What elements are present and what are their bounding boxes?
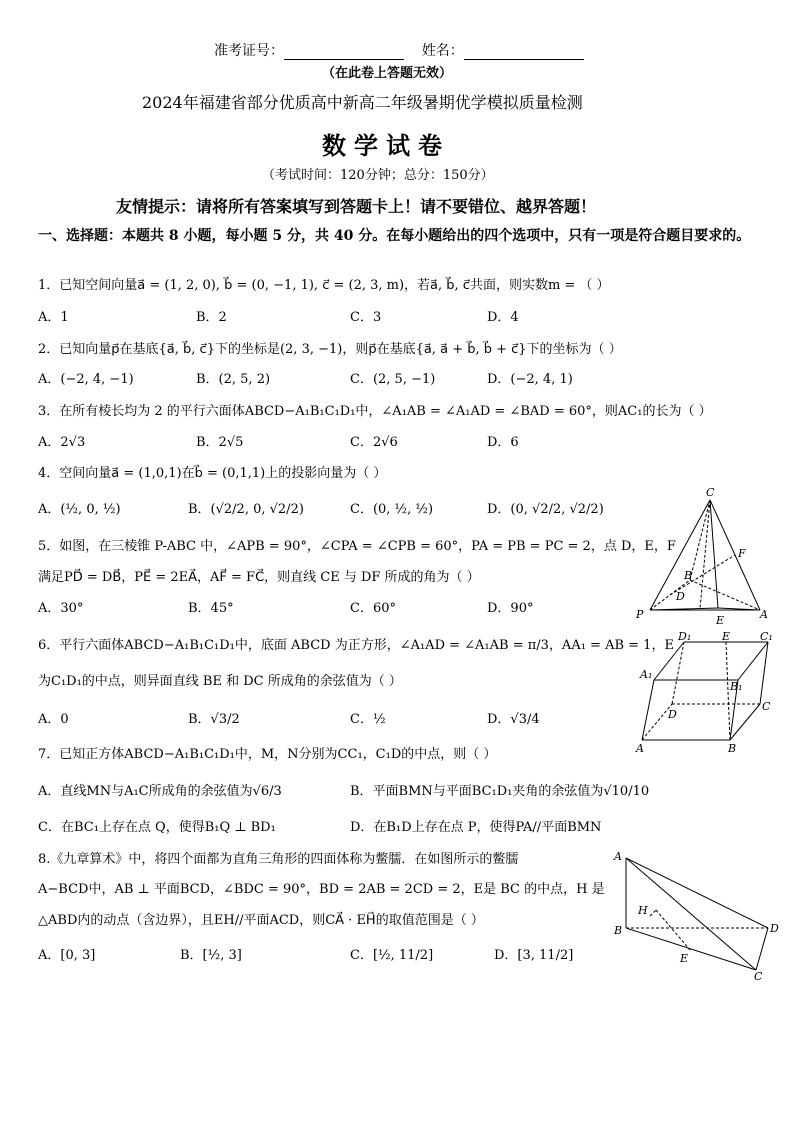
q4-option-a: A．(½, 0, ½) — [38, 502, 121, 517]
name-label: 姓名： — [421, 43, 464, 59]
fig2-label-b: B — [728, 742, 737, 755]
q8-option-b: B．[½, 3] — [180, 948, 242, 963]
exam-title: 2024年福建省部分优质高中新高二年级暑期优学模拟质量检测 — [142, 93, 583, 112]
q6-option-d: D．√3/4 — [487, 712, 540, 727]
figure-bienao — [608, 846, 786, 984]
fig2-label-d1: D₁ — [678, 630, 692, 643]
fig3-label-a: A — [614, 850, 622, 863]
q6-option-a: A．0 — [38, 712, 69, 727]
q3-option-a: A．2√3 — [38, 435, 86, 450]
name-blank[interactable] — [464, 45, 584, 60]
exam-id-field — [214, 40, 584, 60]
fig3-label-c: C — [754, 970, 763, 983]
q4-option-c: C．(0, ½, ½) — [350, 502, 434, 517]
q1-option-d: D．4 — [487, 310, 519, 325]
question-5-line2: 满足PD⃗ = DB⃗，PE⃗ = 2EA⃗，AF⃗ = FC⃗，则直线 CE 与 DF 所成的角为（ ） — [38, 570, 480, 585]
q8-option-d: D．[3, 11/2] — [494, 948, 574, 963]
fig2-label-a1: A₁ — [640, 668, 653, 681]
q3-option-b: B．2√5 — [196, 435, 244, 450]
fig3-label-e: E — [680, 952, 689, 965]
exam-id-blank[interactable] — [284, 45, 404, 60]
question-7: 7．已知正方体ABCD−A₁B₁C₁D₁中，M，N分别为CC₁，C₁D的中点，则（ ） — [38, 747, 497, 762]
fig2-label-a: A — [636, 742, 644, 755]
fig1-label-f: F — [738, 547, 746, 560]
fig1-label-p: P — [636, 608, 644, 621]
q2-option-b: B．(2, 5, 2) — [196, 372, 271, 387]
fig2-label-e: E — [722, 630, 731, 643]
exam-id-label: 准考证号： — [214, 43, 284, 59]
q8-option-c: C．[½, 11/2] — [350, 948, 434, 963]
q1-option-c: C．3 — [350, 310, 382, 325]
q5-option-a: A．30° — [38, 601, 84, 616]
fig2-label-d: D — [668, 708, 677, 721]
paper-title: 数学试卷 — [322, 131, 450, 160]
question-2: 2．已知向量p⃗在基底{a⃗, b⃗, c⃗}下的坐标是(2, 3, −1)，则p⃗在基底{a⃗, a⃗ + b⃗, b⃗ + c⃗}下的坐标为（ ） — [38, 342, 622, 357]
q7-option-a: A．直线MN与A₁C所成角的余弦值为√6/3 — [38, 784, 282, 799]
q8-option-a: A．[0, 3] — [38, 948, 96, 963]
q4-option-d: D．(0, √2/2, √2/2) — [487, 502, 604, 517]
notice: （在此卷上答题无效） — [322, 66, 453, 81]
fig3-label-d: D — [770, 922, 779, 935]
fig1-label-b: B — [684, 569, 693, 582]
figure-parallelepiped — [632, 628, 782, 758]
q2-option-c: C．(2, 5, −1) — [350, 372, 436, 387]
question-8-line3: △ABD内的动点（含边界），且EH//平面ACD，则CA⃗ · EH⃗的取值范围是（ ） — [38, 913, 484, 928]
q2-option-d: D．(−2, 4, 1) — [487, 372, 573, 387]
q3-option-d: D．6 — [487, 435, 519, 450]
question-4: 4．空间向量a⃗ = (1,0,1)在b⃗ = (0,1,1)上的投影向量为（ ） — [38, 466, 387, 481]
q4-option-b: B．(√2/2, 0, √2/2) — [188, 502, 304, 517]
q6-option-b: B．√3/2 — [188, 712, 240, 727]
q1-option-a: A．1 — [38, 310, 69, 325]
fig3-label-h: H — [638, 904, 648, 917]
q7-option-c: C．在BC₁上存在点 Q，使得B₁Q ⊥ BD₁ — [38, 820, 276, 835]
q3-option-c: C．2√6 — [350, 435, 398, 450]
q7-option-d: D．在B₁D上存在点 P，使得PA//平面BMN — [350, 820, 602, 835]
fig3-label-b: B — [614, 924, 623, 937]
question-5-line1: 5．如图，在三棱锥 P-ABC 中，∠APB = 90°，∠CPA = ∠CPB = 60°，PA = PB = PC = 2，点 D，E，F — [38, 539, 676, 554]
tip: 友情提示：请将所有答案填写到答题卡上！请不要错位、越界答题！ — [116, 197, 597, 216]
q1-option-b: B．2 — [196, 310, 227, 325]
section-heading: 一、选择题：本题共 8 小题，每小题 5 分，共 40 分。在每小题给出的四个选项中，只有一项是符合题目要求的。 — [38, 228, 751, 244]
question-1: 1．已知空间向量a⃗ = (1, 2, 0), b⃗ = (0, −1, 1), c⃗ = (2, 3, m)，若a⃗, b⃗, c⃗共面，则实数m = （ ） — [38, 278, 610, 293]
fig2-label-b1: B₁ — [730, 680, 743, 693]
question-3: 3．在所有棱长均为 2 的平行六面体ABCD−A₁B₁C₁D₁中，∠A₁AB = ∠A₁AD = ∠BAD = 60°，则AC₁的长为（ ） — [38, 404, 712, 419]
fig1-label-d: D — [676, 590, 685, 603]
q5-option-d: D．90° — [487, 601, 534, 616]
fig2-label-c1: C₁ — [760, 630, 773, 643]
fig1-label-c: C — [706, 486, 715, 499]
question-6-line2: 为C₁D₁的中点，则异面直线 BE 和 DC 所成角的余弦值为（ ） — [38, 674, 402, 689]
fig1-label-a: A — [760, 608, 768, 621]
q2-option-a: A．(−2, 4, −1) — [38, 372, 134, 387]
q5-option-b: B．45° — [188, 601, 234, 616]
fig1-label-e: E — [716, 614, 725, 627]
question-6-line1: 6．平行六面体ABCD−A₁B₁C₁D₁中，底面 ABCD 为正方形，∠A₁AD = ∠A₁AB = π/3，AA₁ = AB = 1，E — [38, 638, 674, 653]
time-info: （考试时间：120分钟；总分：150分） — [262, 168, 494, 183]
q5-option-c: C．60° — [350, 601, 396, 616]
fig2-label-c: C — [762, 700, 771, 713]
question-8-line2: A−BCD中，AB ⊥ 平面BCD，∠BDC = 90°，BD = 2AB = 2CD = 2，E是 BC 的中点，H 是 — [38, 882, 605, 897]
figure-tetrahedron — [630, 484, 780, 630]
question-8-line1: 8.《九章算术》中，将四个面都为直角三角形的四面体称为鳖臑．在如图所示的鳖臑 — [38, 852, 519, 867]
q7-option-b: B．平面BMN与平面BC₁D₁夹角的余弦值为√10/10 — [350, 784, 650, 799]
q6-option-c: C．½ — [350, 712, 386, 727]
